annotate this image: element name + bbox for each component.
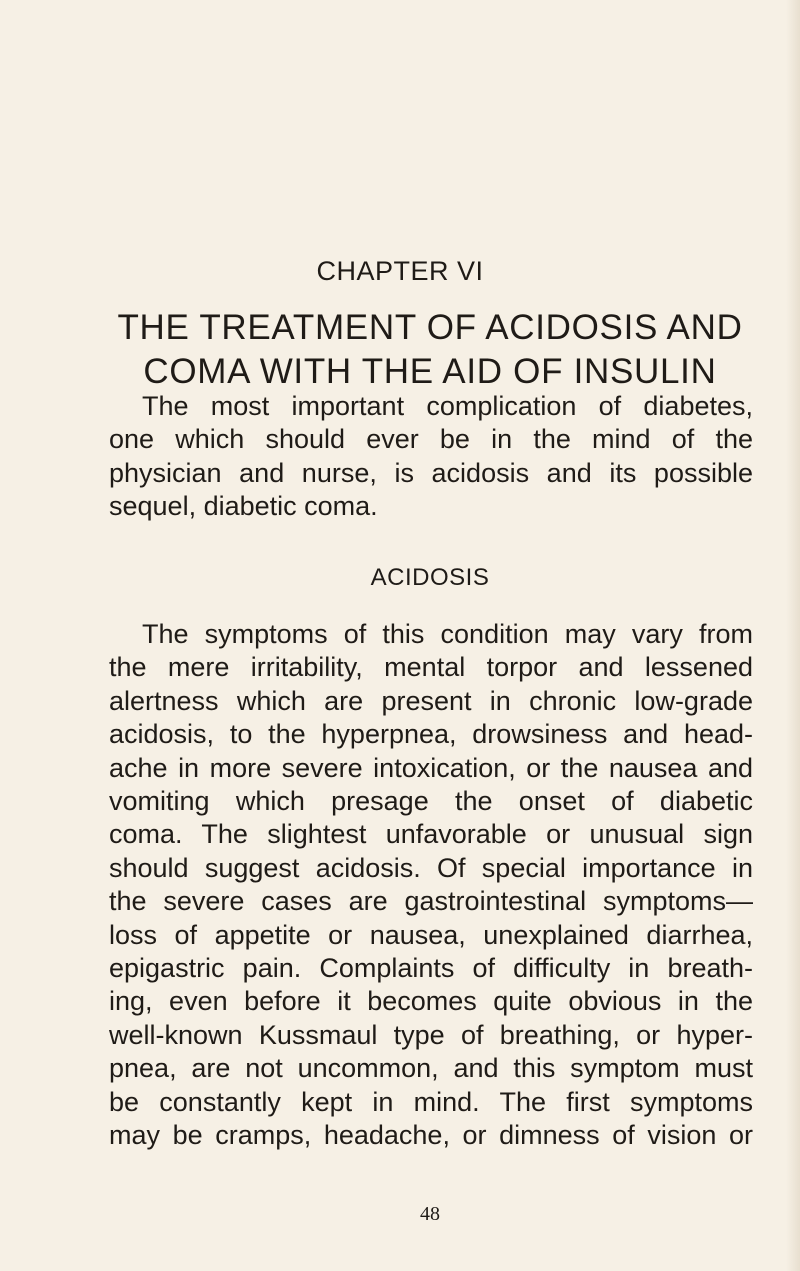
paragraph-line: alertness which are present in chronic low-grade (109, 685, 753, 716)
paragraph-line: vomiting which presage the onset of diabetic (109, 786, 753, 817)
section-heading: ACIDOSIS (370, 564, 490, 591)
chapter-title-line-1: THE TREATMENT OF ACIDOSIS AND (117, 308, 743, 347)
paragraph-line: loss of appetite or nausea, unexplained diarrhea, (109, 919, 753, 950)
paragraph-line: The most important complication of diabetes, (142, 391, 753, 421)
paragraph-line: coma. The slightest unfavorable or unusual sign (109, 819, 753, 850)
paragraph-line: one which should ever be in the mind of the (109, 424, 753, 455)
paragraph-line: physician and nurse, is acidosis and its possible (109, 457, 753, 488)
paragraph-line: be constantly kept in mind. The first symptoms (109, 1086, 753, 1117)
paragraph-line: should suggest acidosis. Of special importance in (109, 852, 753, 883)
paragraph-line: The symptoms of this condition may vary from (142, 619, 753, 649)
paragraph-line: the mere irritability, mental torpor and lessened (109, 652, 753, 683)
paragraph-line: epigastric pain. Complaints of difficulty in breath- (109, 953, 753, 984)
paragraph-line: ache in more severe intoxication, or the nausea and (109, 752, 753, 783)
paragraph-line: the severe cases are gastrointestinal symptoms— (109, 886, 753, 917)
acidosis-paragraph (109, 618, 753, 1153)
paragraph-line: pnea, are not uncommon, and this symptom must (109, 1053, 753, 1084)
page-edge-shadow (786, 0, 800, 1271)
paragraph-line: acidosis, to the hyperpnea, drowsiness and head- (109, 719, 753, 750)
chapter-label: CHAPTER VI (316, 256, 484, 286)
paragraph-line: sequel, diabetic coma. (109, 491, 378, 522)
paragraph-line: well-known Kussmaul type of breathing, or hyper- (109, 1019, 753, 1050)
paragraph-line: may be cramps, headache, or dimness of vision or (109, 1120, 753, 1151)
intro-paragraph (109, 390, 753, 524)
chapter-title (100, 306, 760, 394)
paragraph-line: ing, even before it becomes quite obvious in the (109, 986, 753, 1017)
page-number: 48 (420, 1203, 440, 1225)
chapter-title-line-2: COMA WITH THE AID OF INSULIN (143, 352, 717, 391)
